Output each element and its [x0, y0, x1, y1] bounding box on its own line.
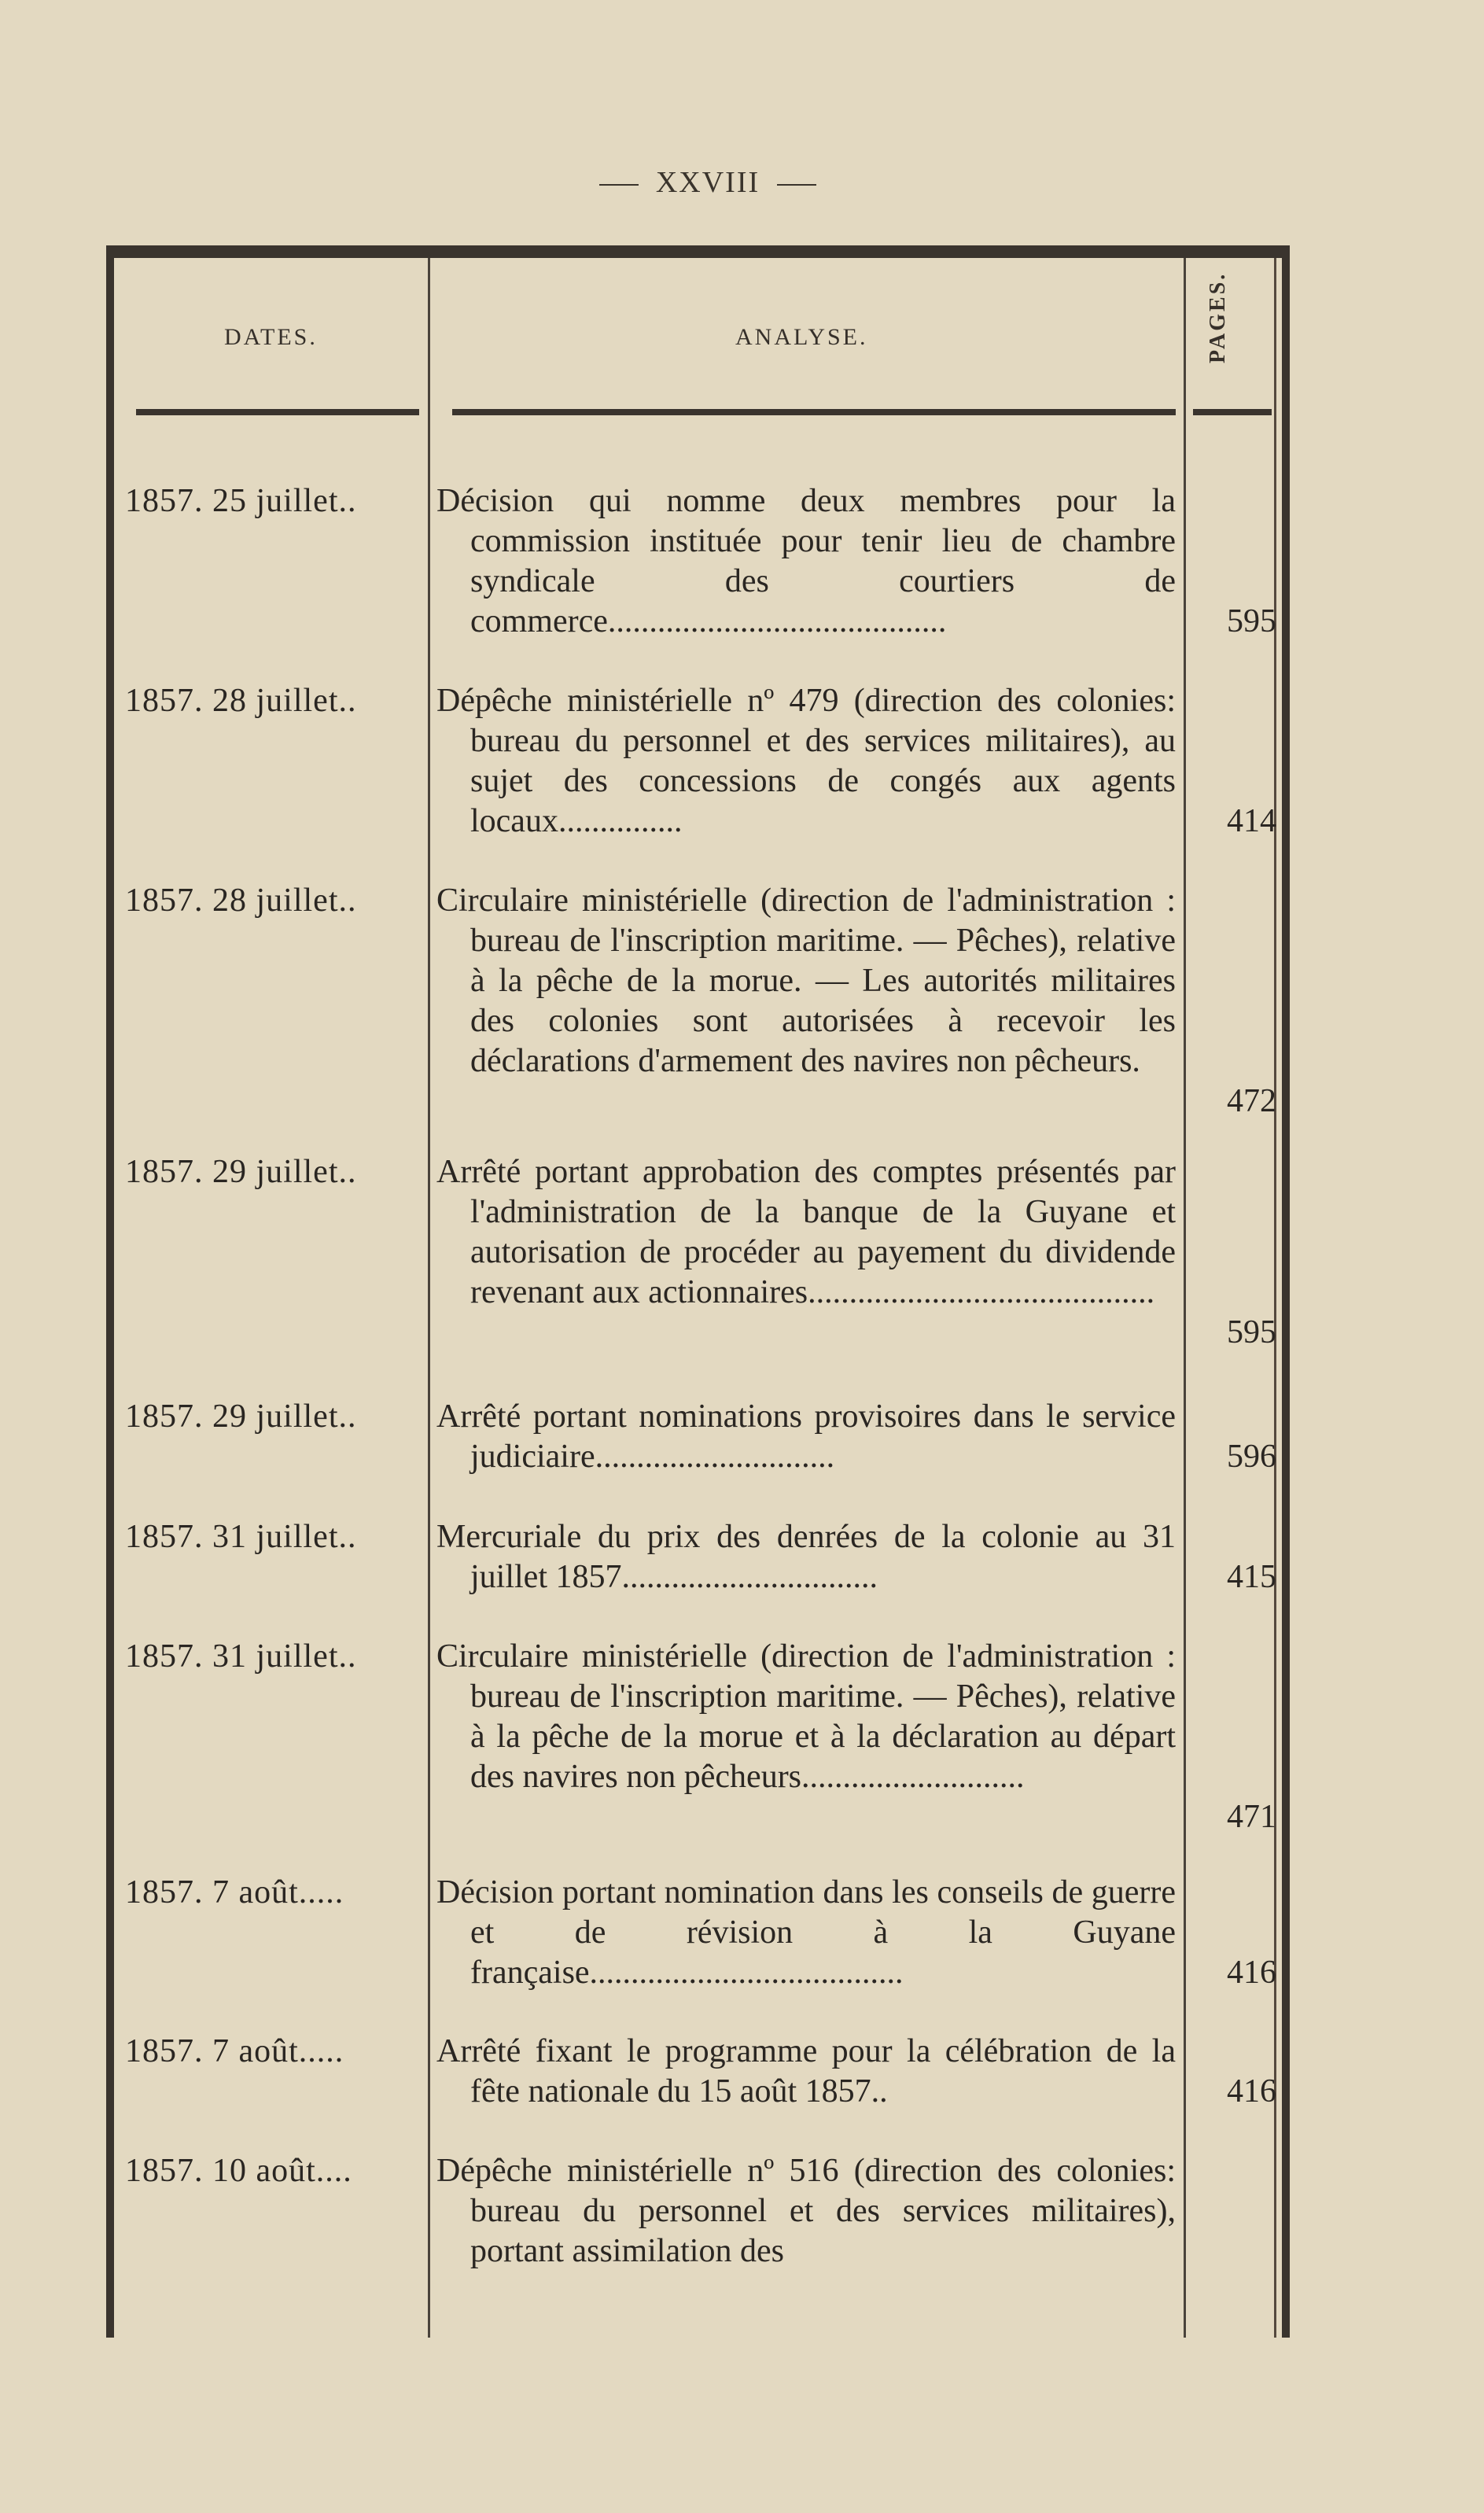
header-rule-analyse — [452, 409, 1176, 415]
row-page: 414 — [1227, 803, 1276, 839]
header-rule-pages — [1193, 409, 1272, 415]
row-page: 471 — [1227, 1799, 1276, 1835]
column-divider-analyse — [1184, 258, 1186, 2338]
page-number-dash-right — [777, 184, 816, 186]
column-divider-dates — [428, 258, 430, 2338]
table-top-border — [106, 245, 1290, 258]
page-number — [0, 165, 1416, 200]
row-analysis: Dépêche ministérielle nº 516 (direction des colonies: bureau du personnel et des services militaires), portant assimilation des — [436, 2153, 1176, 2269]
row-date: 1857. 10 août.... — [125, 2153, 352, 2189]
row-date: 1857. 7 août..... — [125, 2033, 344, 2069]
page-number-text: XXVIII — [655, 166, 760, 199]
row-analysis: Arrêté portant approbation des comptes présentés par l'administration de la banque de la Guyane et autorisation de procéder au payement du dividende revenant aux actionnaires.......................................... — [436, 1154, 1176, 1310]
row-page: 416 — [1227, 2073, 1276, 2110]
row-analysis: Décision portant nomination dans les conseils de guerre et de révision à la Guyane française...................................... — [436, 1874, 1176, 1991]
row-analysis: Circulaire ministérielle (direction de l'administration : bureau de l'inscription maritime. — Pêches), relative à la pêche de la morue. — Les autorités militaires des colonies sont autorisées à recevoir les déclarations d'armement des navires non pêcheurs. — [436, 882, 1176, 1079]
column-divider-pages-edge — [1274, 258, 1276, 2338]
row-analysis: Arrêté fixant le programme pour la célébration de la fête nationale du 15 août 1857.. — [436, 2033, 1176, 2110]
row-analysis: Dépêche ministérielle nº 479 (direction des colonies: bureau du personnel et des services militaires), au sujet des concessions de congés aux agents locaux............... — [436, 683, 1176, 839]
row-date: 1857. 28 juillet.. — [125, 882, 357, 919]
row-analysis: Décision qui nomme deux membres pour la commission instituée pour tenir lieu de chambre syndicale des courtiers de commerce......................................... — [436, 483, 1176, 639]
row-page: 416 — [1227, 1955, 1276, 1991]
row-analysis: Arrêté portant nominations provisoires dans le service judiciaire............................. — [436, 1398, 1176, 1475]
row-date: 1857. 28 juillet.. — [125, 683, 357, 719]
column-header-pages: PAGES. — [1206, 271, 1230, 363]
row-page: 595 — [1227, 1314, 1276, 1350]
row-date: 1857. 29 juillet.. — [125, 1398, 357, 1435]
table-left-border — [106, 245, 114, 2338]
row-analysis: Circulaire ministérielle (direction de l'administration : bureau de l'inscription maritime. — Pêches), relative à la pêche de la morue et à la déclaration au départ des navires non pêcheurs........................... — [436, 1638, 1176, 1795]
row-date: 1857. 31 juillet.. — [125, 1519, 357, 1555]
row-analysis: Mercuriale du prix des denrées de la colonie au 31 juillet 1857............................... — [436, 1519, 1176, 1595]
row-page: 472 — [1227, 1083, 1276, 1119]
row-date: 1857. 7 août..... — [125, 1874, 344, 1911]
header-rule-dates — [136, 409, 419, 415]
page-number-dash-left — [599, 184, 639, 186]
column-header-analyse: ANALYSE. — [735, 324, 868, 350]
row-page: 595 — [1227, 603, 1276, 639]
row-page: 596 — [1227, 1439, 1276, 1475]
table-right-border — [1282, 245, 1290, 2338]
row-date: 1857. 25 juillet.. — [125, 483, 357, 519]
column-header-dates: DATES. — [224, 324, 318, 350]
row-page: 415 — [1227, 1559, 1276, 1595]
row-date: 1857. 31 juillet.. — [125, 1638, 357, 1675]
row-date: 1857. 29 juillet.. — [125, 1154, 357, 1190]
